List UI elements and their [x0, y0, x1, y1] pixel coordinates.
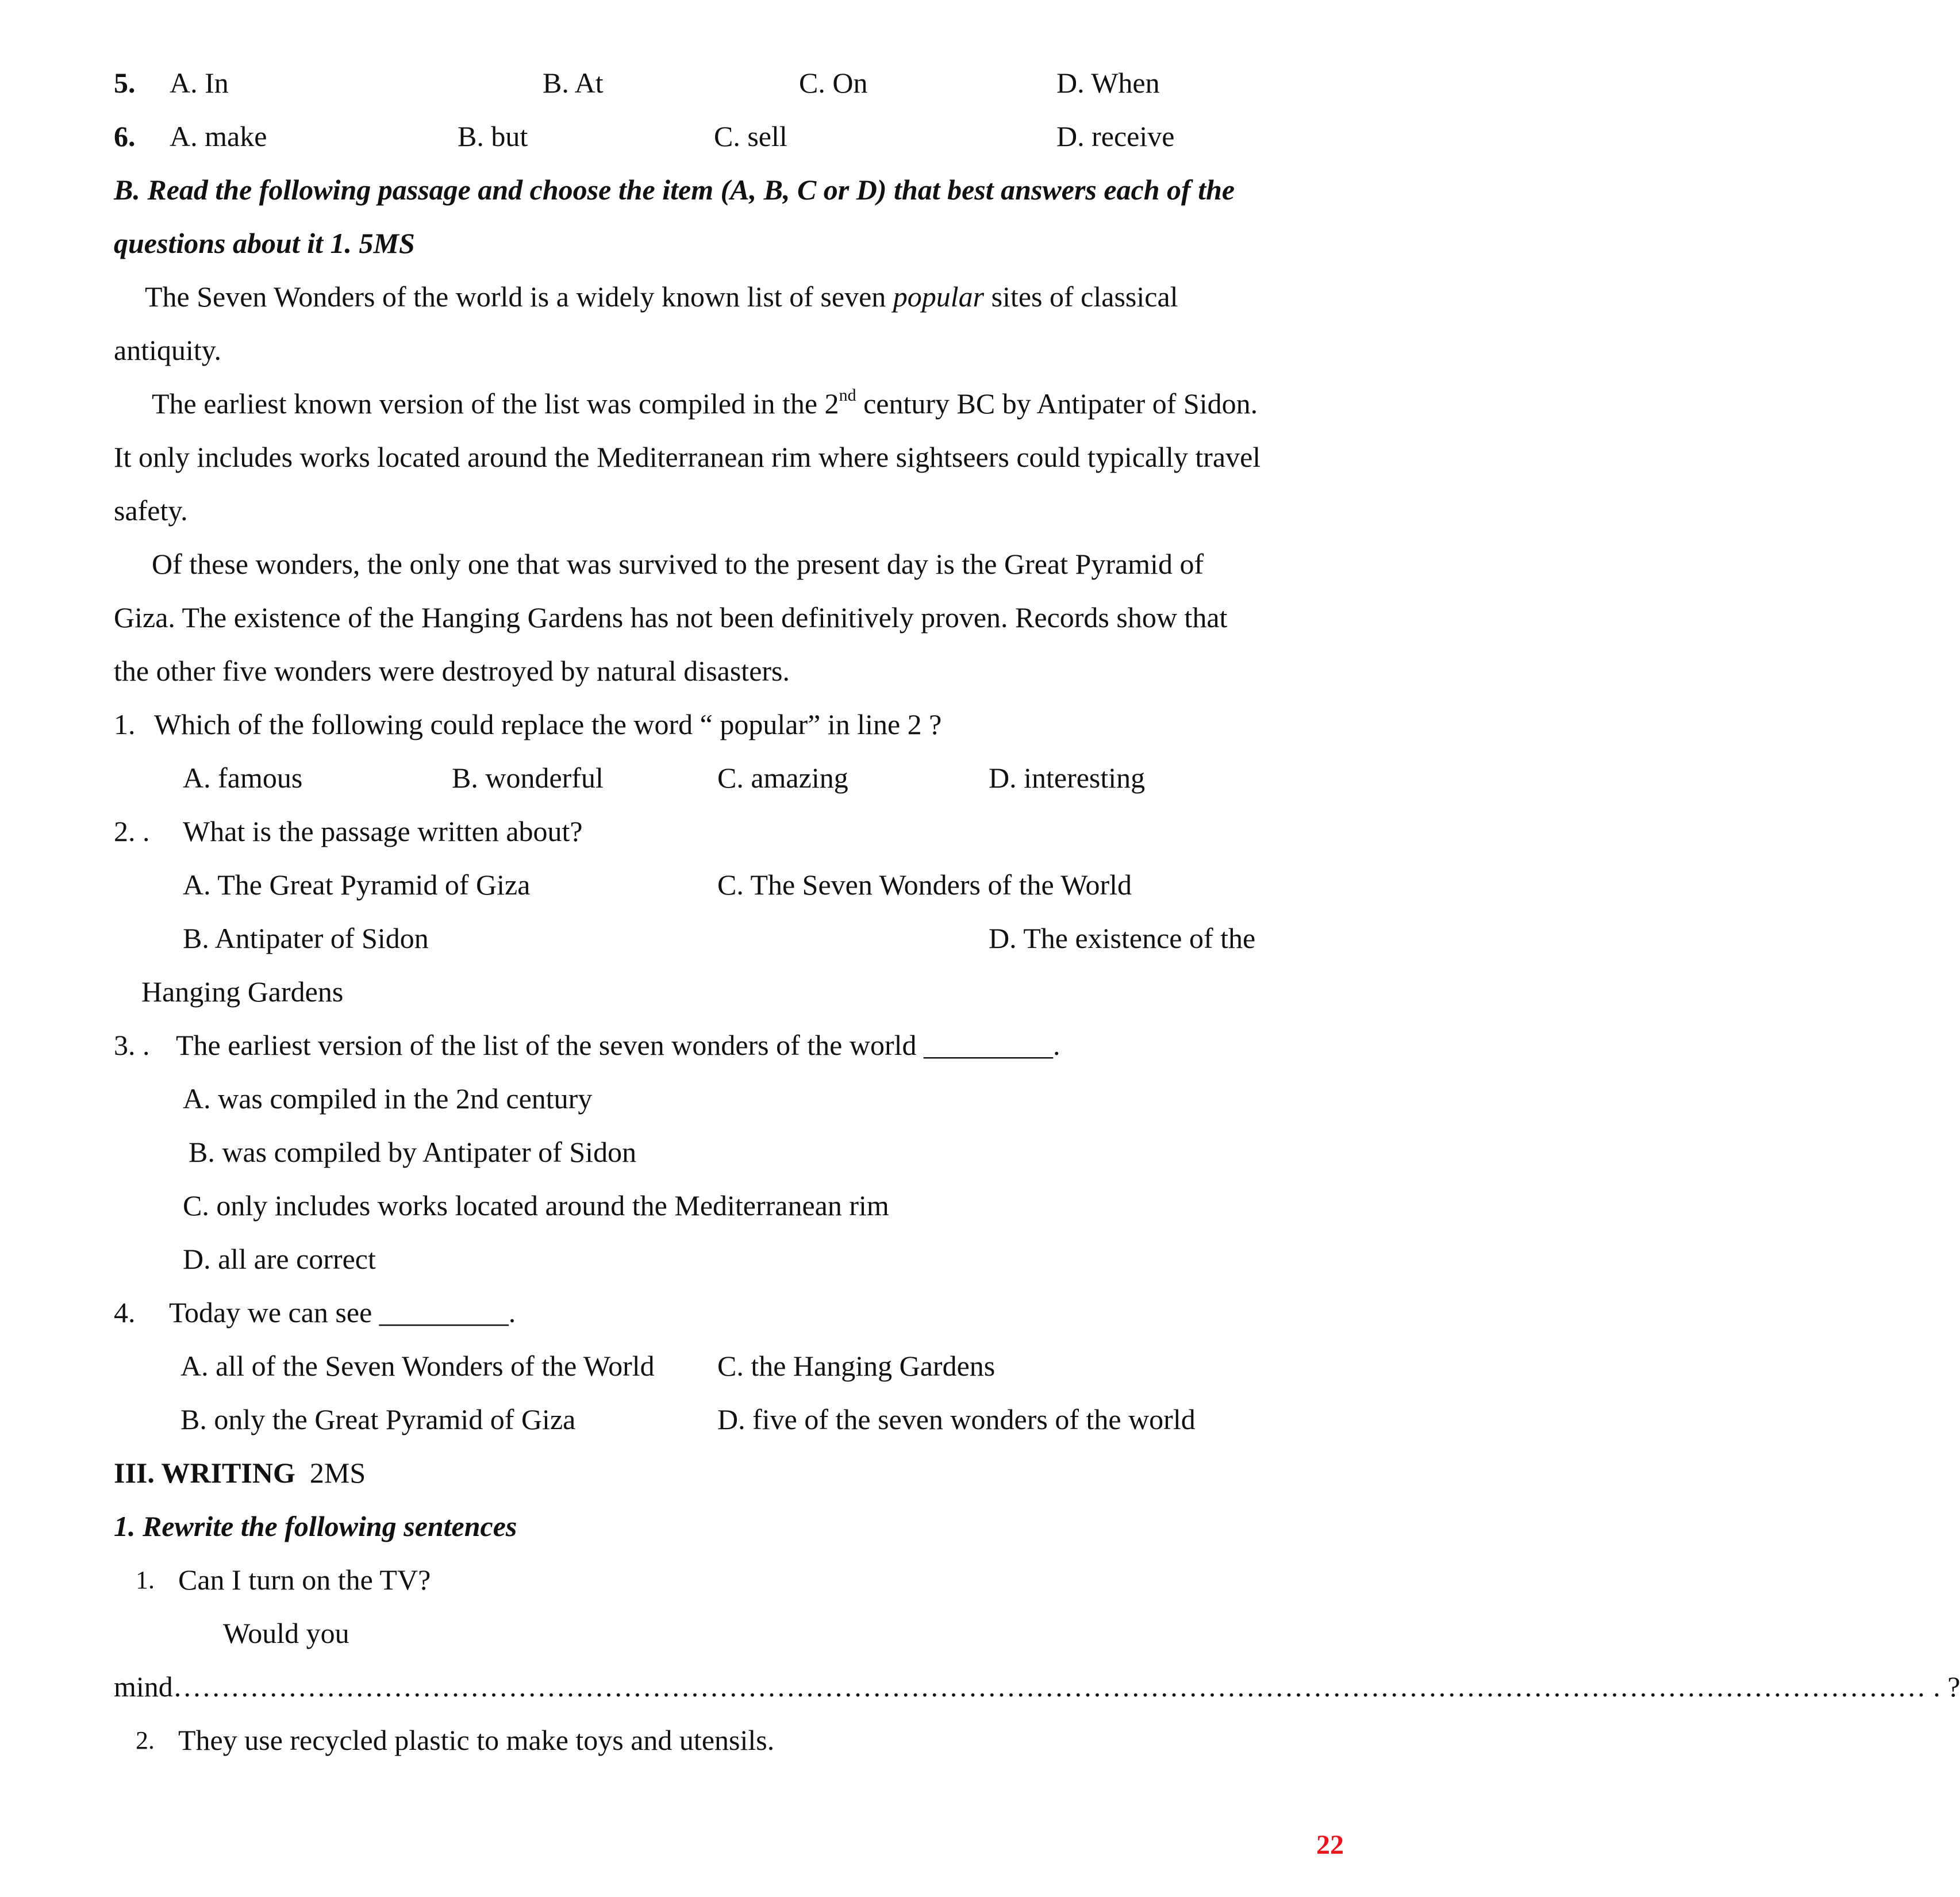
option-d: D. all are correct: [183, 1243, 376, 1275]
passage-line: safety.: [114, 494, 188, 527]
superscript: nd: [839, 386, 856, 405]
question-text: Which of the following could replace the word “ popular” in line 2 ?: [154, 708, 942, 740]
instruction-line: B. Read the following passage and choose the item (A, B, C or D) that best answers each of the: [114, 174, 1235, 206]
reading-question-4-options-row1: [0, 1339, 1466, 1393]
option-d: D. When: [1056, 67, 1160, 99]
reading-question-1: [0, 698, 1466, 751]
page-number: 22: [1316, 1830, 1344, 1860]
option-d: D. interesting: [989, 762, 1146, 794]
subsection-title: 1. Rewrite the following sentences: [114, 1510, 517, 1542]
reading-question-3-option-b: [0, 1126, 1466, 1179]
option-b: B. At: [543, 67, 604, 99]
question-number: 6.: [114, 120, 136, 152]
option-a: A. make: [170, 120, 267, 152]
question-text: Today we can see _________.: [169, 1296, 516, 1328]
option-c: C. only includes works located around the Mediterranean rim: [183, 1189, 889, 1222]
reading-question-3-option-c: [0, 1179, 1466, 1232]
passage-line-antiquity: [0, 324, 1466, 377]
section-marks: 2MS: [309, 1457, 366, 1489]
passage-line: Of these wonders, the only one that was survived to the present day is the Great Pyramid of: [152, 548, 1204, 580]
item-text: They use recycled plastic to make toys and utensils.: [178, 1724, 775, 1756]
passage-text: The earliest known version of the list was compiled in the 2: [152, 387, 839, 420]
question-number: 1.: [114, 708, 136, 740]
passage-line: It only includes works located around the Mediterranean rim where sightseers could typically travel: [114, 441, 1261, 473]
question-5-row: [0, 56, 1466, 110]
rewrite-cue: Would you: [223, 1617, 349, 1649]
option-a: A. famous: [183, 762, 303, 794]
option-b: B. only the Great Pyramid of Giza: [180, 1403, 576, 1435]
passage-line: [152, 377, 1258, 431]
question-6-row: [0, 110, 1466, 163]
option-a: A. The Great Pyramid of Giza: [183, 869, 531, 901]
reading-question-2-options-row2: [0, 912, 1466, 965]
passage-text: sites of classical: [984, 281, 1178, 313]
part-b-instruction-cont: [0, 217, 1466, 270]
passage-line: [0, 484, 1466, 537]
writing-item-1: [0, 1553, 1466, 1607]
passage-line: [0, 644, 1466, 698]
part-b-instruction: [0, 163, 1466, 217]
question-number: 2. .: [114, 815, 150, 847]
option-c: C. The Seven Wonders of the World: [717, 869, 1132, 901]
question-number: 4.: [114, 1296, 136, 1328]
passage-italic-word: popular: [893, 281, 985, 313]
option-d-continued: Hanging Gardens: [141, 976, 344, 1008]
reading-question-2-option-d-cont: [0, 965, 1466, 1019]
item-text: Can I turn on the TV?: [178, 1564, 431, 1596]
question-text: What is the passage written about?: [183, 815, 583, 847]
option-d: D. receive: [1056, 120, 1175, 152]
option-b: B. was compiled by Antipater of Sidon: [189, 1136, 637, 1168]
reading-question-2-options-row1: [0, 858, 1466, 912]
question-number: 5.: [114, 67, 136, 99]
section-heading: [114, 1446, 366, 1500]
reading-question-3: [0, 1019, 1466, 1072]
reading-question-4: [0, 1286, 1466, 1339]
option-d: D. five of the seven wonders of the world: [717, 1403, 1196, 1435]
reading-question-3-option-a: [0, 1072, 1466, 1126]
writing-item-2: [0, 1714, 1466, 1767]
question-number: 3. .: [114, 1029, 150, 1061]
instruction-line: questions about it 1. 5MS: [114, 227, 415, 259]
passage-text: The Seven Wonders of the world is a widely known list of seven: [145, 281, 893, 313]
passage-paragraph-3: [0, 537, 1466, 591]
option-c: C. On: [799, 67, 868, 99]
writing-item-1-cue: [0, 1607, 1466, 1660]
reading-question-2: [0, 805, 1466, 858]
passage-paragraph-1: [0, 270, 1466, 324]
option-a: A. In: [170, 67, 229, 99]
option-a: A. all of the Seven Wonders of the World: [180, 1350, 655, 1382]
option-b: B. wonderful: [452, 762, 604, 794]
option-d: D. The existence of the: [989, 922, 1256, 954]
option-b: B. Antipater of Sidon: [183, 922, 429, 954]
option-a: A. was compiled in the 2nd century: [183, 1082, 593, 1115]
option-c: C. amazing: [717, 762, 848, 794]
writing-heading: [0, 1446, 1466, 1500]
option-b: B. but: [458, 120, 528, 152]
section-title: III. WRITING: [114, 1457, 295, 1489]
passage-line: [0, 431, 1466, 484]
passage-paragraph-2: [0, 377, 1466, 431]
question-text: The earliest version of the list of the seven wonders of the world _________.: [176, 1029, 1060, 1061]
item-number: 2.: [136, 1726, 155, 1754]
writing-item-1-answer-line: [0, 1660, 1960, 1714]
option-c: C. sell: [714, 120, 787, 152]
passage-line: Giza. The existence of the Hanging Gardens has not been definitively proven. Records show that: [114, 601, 1228, 633]
item-number: 1.: [136, 1566, 155, 1594]
writing-subheading: [0, 1500, 1466, 1553]
reading-question-1-options: [0, 751, 1466, 805]
reading-question-4-options-row2: [0, 1393, 1466, 1446]
passage-line: antiquity.: [114, 334, 222, 366]
passage-line: [0, 591, 1466, 644]
passage-line: the other five wonders were destroyed by natural disasters.: [114, 655, 790, 687]
answer-blank: mind………………………………………………………………………………………………………………………………………………………………… . ?: [114, 1671, 1960, 1703]
passage-line: [145, 270, 1178, 324]
option-c: C. the Hanging Gardens: [717, 1350, 996, 1382]
reading-question-3-option-d: [0, 1232, 1466, 1286]
passage-text: century BC by Antipater of Sidon.: [856, 387, 1258, 420]
